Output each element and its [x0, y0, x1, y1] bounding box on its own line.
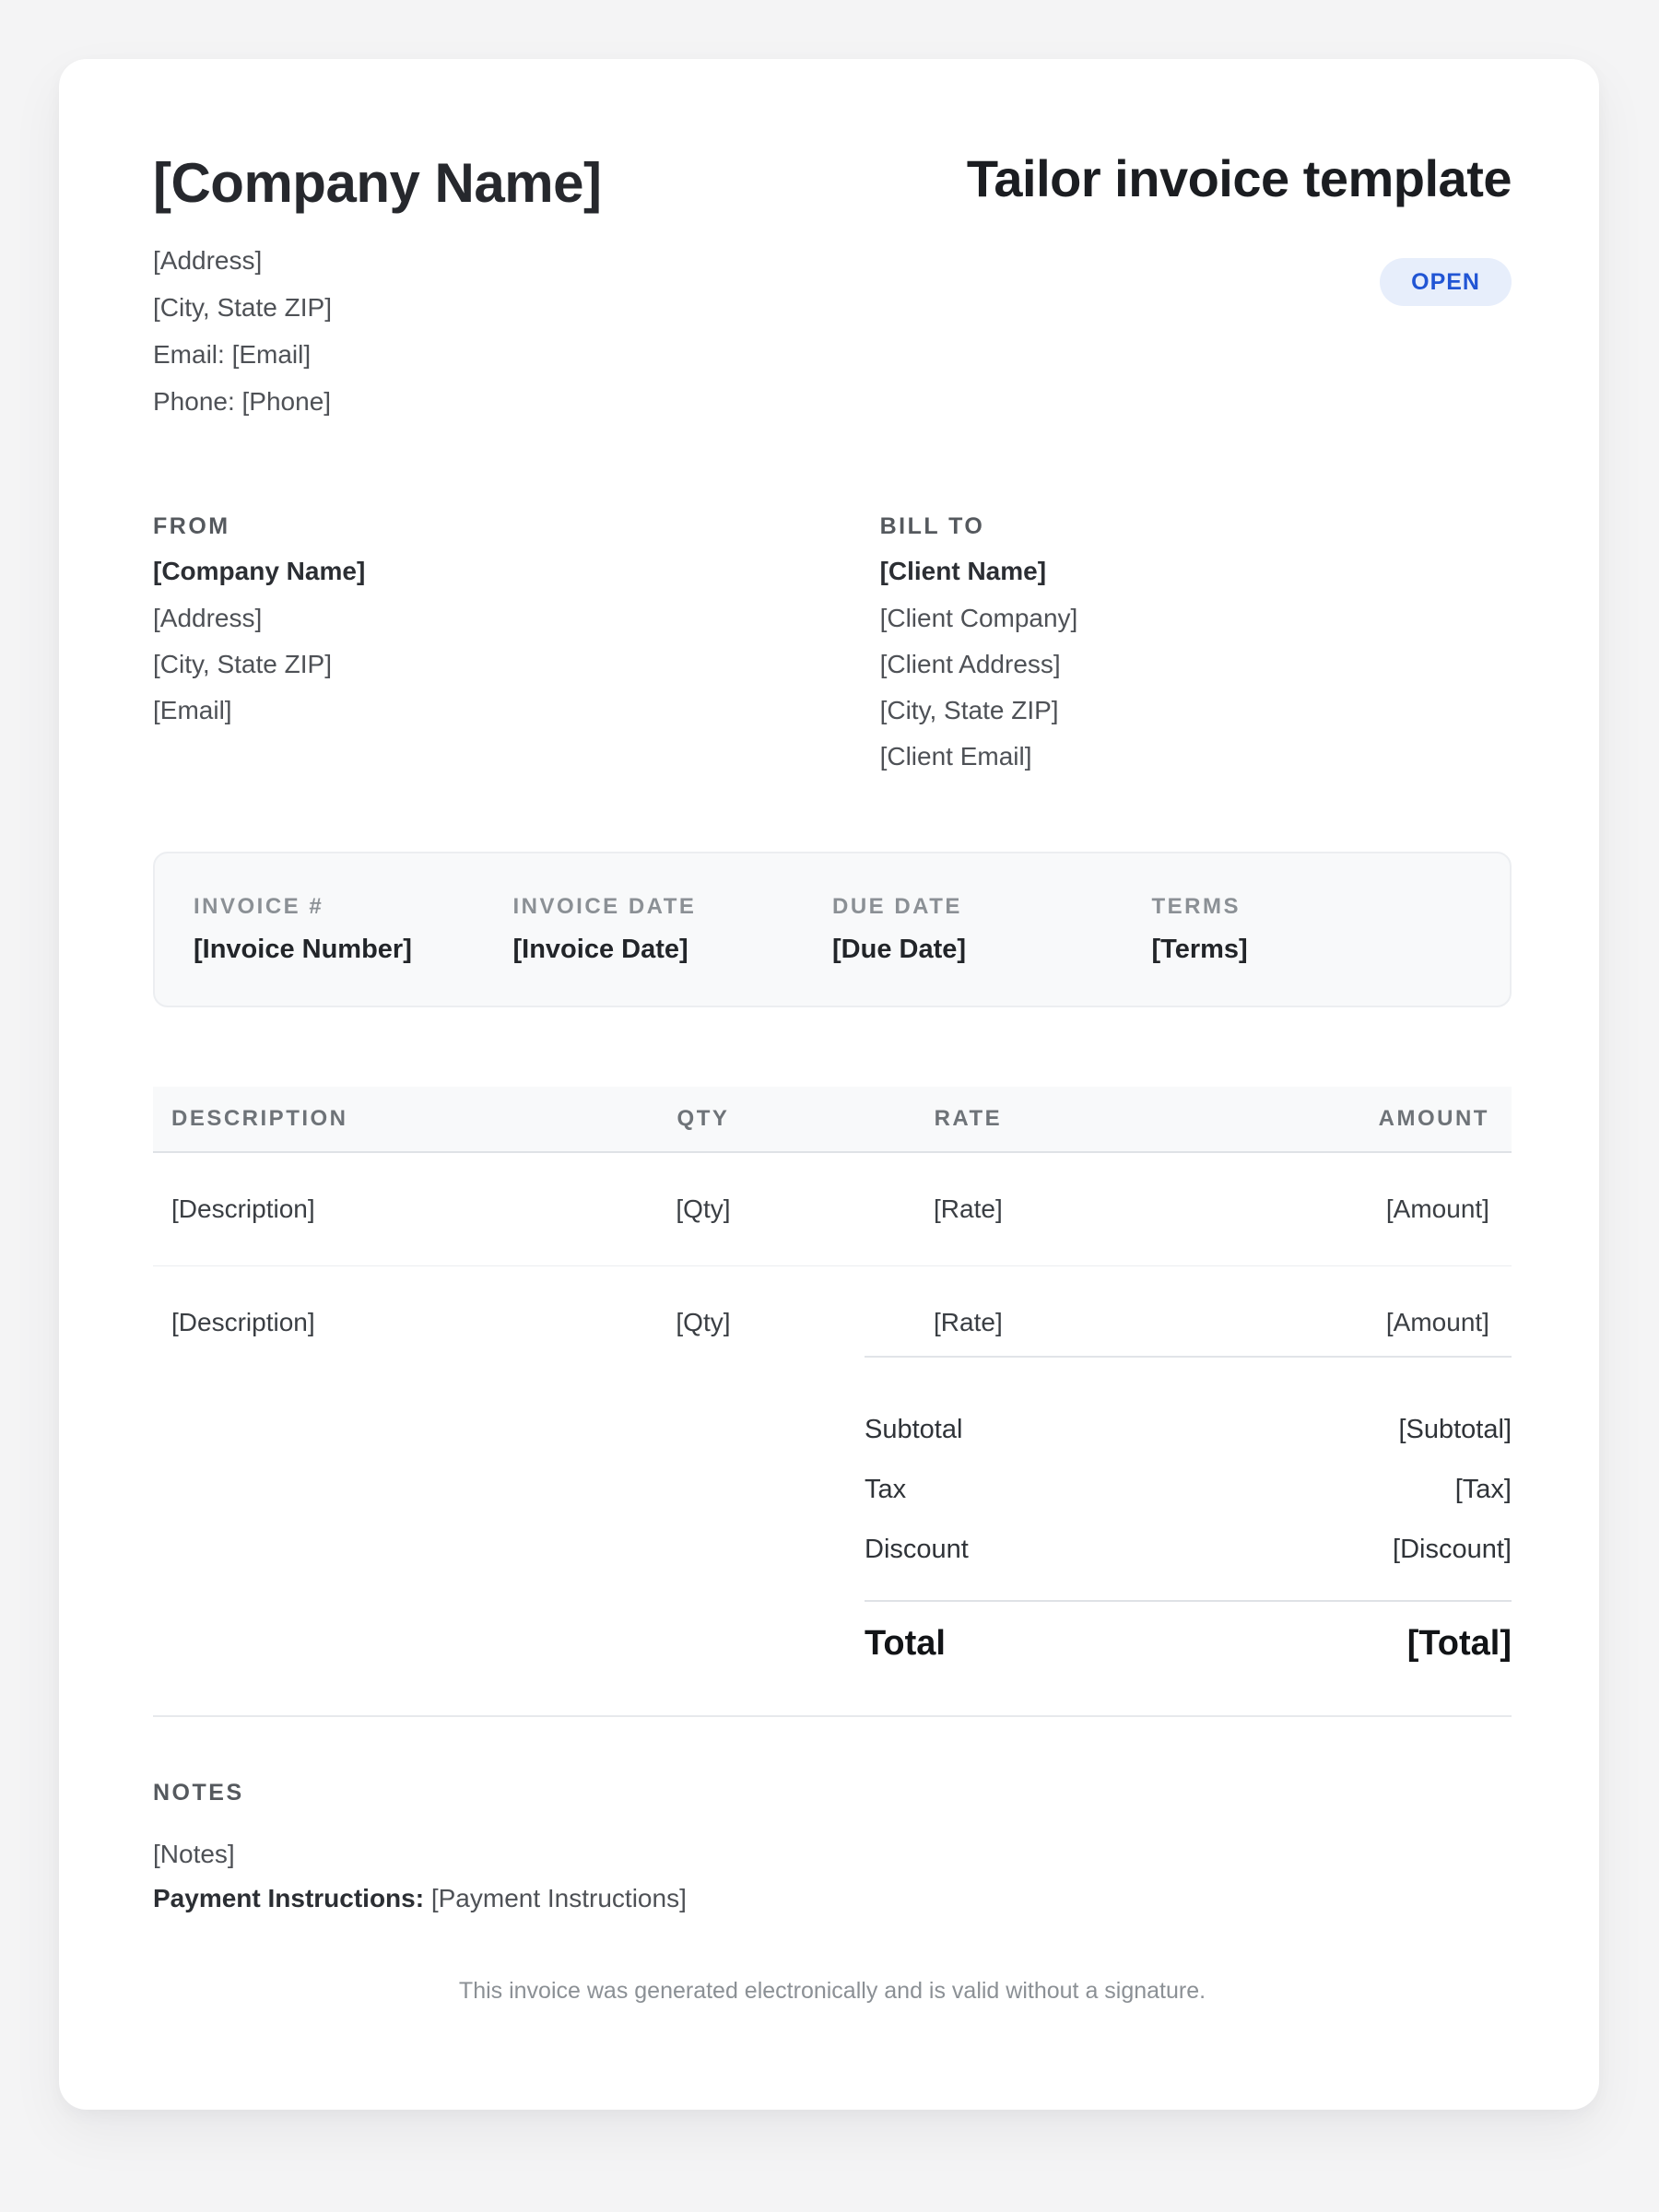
item-amount: [Amount]: [1385, 1308, 1489, 1336]
tax-row: [865, 1460, 1512, 1520]
column-header-rate: RATE: [934, 1106, 1003, 1131]
terms-field: [1152, 894, 1472, 965]
client-email-line: [Client Email]: [879, 742, 1032, 771]
total-row: [865, 1600, 1512, 1664]
from-label: FROM: [153, 513, 230, 539]
due-date-label: DUE DATE: [832, 894, 962, 919]
tax-value: [Tax]: [1454, 1475, 1512, 1504]
company-address-line: [Address]: [153, 246, 263, 275]
terms-value: [Terms]: [1151, 935, 1248, 964]
title-block: [967, 151, 1512, 306]
totals-section: [865, 1356, 1512, 1664]
discount-label: Discount: [865, 1535, 969, 1564]
item-rate: [Rate]: [934, 1308, 1003, 1336]
total-label: Total: [865, 1624, 946, 1663]
from-address-line: [Address]: [153, 604, 263, 632]
table-row: [153, 1153, 1512, 1266]
discount-value: [Discount]: [1393, 1535, 1512, 1564]
invoice-number-value: [Invoice Number]: [194, 935, 412, 964]
table-row: [153, 1266, 1512, 1356]
from-company-name: [Company Name]: [153, 557, 366, 585]
client-company-line: [Client Company]: [879, 604, 1078, 632]
item-rate: [Rate]: [934, 1194, 1003, 1223]
invoice-header: [153, 151, 1512, 425]
notes-divider: [153, 1715, 1512, 1717]
client-address-line: [Client Address]: [879, 650, 1061, 678]
payment-instructions-line: [153, 1884, 1512, 1913]
subtotal-row: [865, 1400, 1512, 1460]
invoice-meta-panel: [153, 852, 1512, 1007]
status-badge[interactable]: OPEN: [1380, 258, 1512, 306]
item-description: [Description]: [171, 1194, 315, 1223]
item-amount: [Amount]: [1385, 1194, 1489, 1223]
from-email-line: [Email]: [153, 696, 232, 724]
column-header-qty: QTY: [677, 1106, 730, 1131]
client-name: [Client Name]: [879, 557, 1047, 585]
company-block: [153, 151, 601, 425]
company-email-line: Email: [Email]: [153, 340, 312, 369]
footer-disclaimer: This invoice was generated electronically and is valid without a signature.: [458, 1978, 1206, 2004]
invoice-date-label: INVOICE DATE: [512, 894, 697, 919]
payment-instructions-label: Payment Instructions:: [153, 1884, 425, 1912]
payment-instructions-value: [Payment Instructions]: [430, 1884, 687, 1912]
invoice-number-label: INVOICE #: [194, 894, 324, 919]
from-section: [153, 513, 880, 780]
company-name: [Company Name]: [153, 152, 602, 214]
discount-row: [865, 1520, 1512, 1580]
column-header-amount: AMOUNT: [1378, 1106, 1489, 1131]
client-city-line: [City, State ZIP]: [879, 696, 1059, 724]
notes-body: [Notes]: [153, 1840, 235, 1868]
item-description: [Description]: [171, 1308, 315, 1336]
table-header-row: [153, 1087, 1512, 1153]
subtotal-value: [Subtotal]: [1398, 1415, 1512, 1444]
line-items-table: [153, 1087, 1512, 1356]
notes-section: [153, 1780, 1512, 1913]
item-qty: [Qty]: [676, 1308, 731, 1336]
page-title: Tailor invoice template: [966, 149, 1512, 207]
bill-to-section: [880, 513, 1512, 780]
item-qty: [Qty]: [676, 1194, 731, 1223]
subtotal-label: Subtotal: [865, 1415, 963, 1444]
tax-label: Tax: [865, 1475, 907, 1504]
from-city-line: [City, State ZIP]: [153, 650, 332, 678]
notes-label: NOTES: [153, 1780, 244, 1806]
due-date-value: [Due Date]: [832, 935, 967, 964]
invoice-date-value: [Invoice Date]: [512, 935, 688, 964]
company-contact-lines: [153, 237, 601, 425]
invoice-date-field: [513, 894, 833, 965]
bill-to-label: BILL TO: [879, 513, 985, 539]
invoice-number-field: [194, 894, 513, 965]
company-phone-line: Phone: [Phone]: [153, 387, 332, 416]
due-date-field: [832, 894, 1152, 965]
terms-label: TERMS: [1151, 894, 1241, 919]
invoice-card: [59, 59, 1599, 2110]
parties-section: [153, 513, 1512, 780]
column-header-description: DESCRIPTION: [171, 1106, 348, 1131]
company-city-line: [City, State ZIP]: [153, 293, 332, 322]
total-value: [Total]: [1406, 1624, 1512, 1663]
